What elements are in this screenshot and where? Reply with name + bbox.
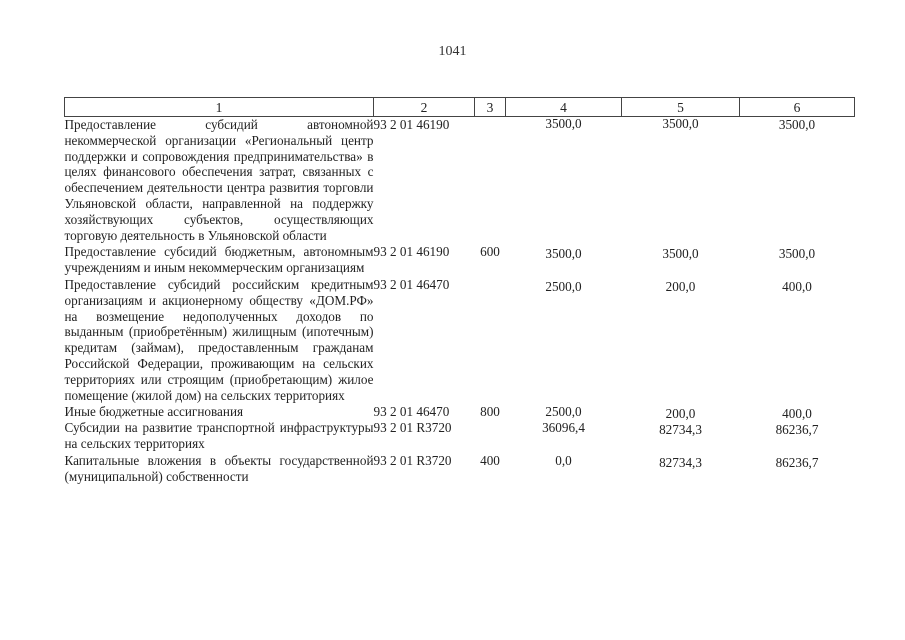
column-header-1: 1 bbox=[65, 98, 374, 117]
table-row bbox=[65, 403, 855, 420]
table-row bbox=[65, 243, 855, 276]
row-value-4: 3500,0 bbox=[545, 246, 582, 262]
row-value-6: 400,0 bbox=[782, 278, 812, 294]
row-type bbox=[475, 117, 506, 244]
row-value-6: 3500,0 bbox=[778, 117, 816, 132]
row-value-5: 3500,0 bbox=[662, 246, 699, 262]
row-value-6: 400,0 bbox=[782, 406, 812, 422]
row-description: Предоставление субсидий российским кредитным организациям и акционерному обществу «ДОМ.РФ» на возмещение недополученных доходов по выданным (приобретённым) жилищным (ипотечным) кредитам (займам), предоставленным гражданам Российской Федерации, проживающим на сельских территориях или строящим (приобретающим) жилое помещение (жилой дом) на сельских территориях bbox=[64, 276, 374, 403]
column-header-5: 5 bbox=[622, 98, 740, 117]
row-value-5: 3500,0 bbox=[662, 116, 699, 131]
row-code: 93 2 01 46190 bbox=[373, 244, 450, 260]
row-code: 93 2 01 46190 bbox=[373, 117, 450, 132]
row-value-4: 2500,0 bbox=[545, 404, 582, 420]
budget-table bbox=[64, 97, 855, 484]
table-row bbox=[65, 276, 855, 403]
row-type: 800 bbox=[480, 404, 500, 420]
row-value-6: 86236,7 bbox=[775, 454, 819, 470]
table-header-row bbox=[65, 98, 855, 117]
table-row bbox=[65, 117, 855, 244]
row-code: 93 2 01 46470 bbox=[373, 404, 450, 420]
row-code: 93 2 01 46470 bbox=[373, 276, 450, 292]
row-value-5: 200,0 bbox=[665, 278, 696, 294]
row-description: Капитальные вложения в объекты государственной (муниципальной) собственности bbox=[64, 452, 374, 484]
column-header-2: 2 bbox=[374, 98, 475, 117]
row-value-4: 0,0 bbox=[555, 452, 572, 468]
row-type: 400 bbox=[480, 452, 500, 468]
row-value-4: 3500,0 bbox=[545, 116, 582, 131]
row-description: Иные бюджетные ассигнования bbox=[64, 404, 244, 420]
row-value-5: 200,0 bbox=[665, 406, 696, 422]
row-value-5: 82734,3 bbox=[659, 454, 702, 470]
row-code: 93 2 01 R3720 bbox=[373, 452, 452, 468]
row-description: Предоставление субсидий бюджетным, автономным учреждениям и иным некоммерческим организациям bbox=[64, 244, 374, 276]
column-header-4: 4 bbox=[506, 98, 622, 117]
table-row bbox=[65, 420, 855, 452]
table-row bbox=[65, 452, 855, 485]
row-value-6: 3500,0 bbox=[778, 246, 816, 262]
row-value-4: 2500,0 bbox=[545, 278, 582, 294]
row-type bbox=[475, 276, 506, 403]
row-value-5: 82734,3 bbox=[659, 422, 702, 438]
row-code: 93 2 01 R3720 bbox=[373, 420, 452, 436]
row-value-6: 86236,7 bbox=[775, 422, 819, 438]
page-number: 1041 bbox=[438, 44, 467, 59]
row-description: Предоставление субсидий автономной некоммерческой организации «Региональный центр поддержки и сопровождения предпринимательства» в целях финансового обеспечения затрат, связанных с обеспечением деятельности центра развития торговли Ульяновской области, направленной на поддержку хозяйствующих субъектов, осуществляющих торговую деятельность в Ульяновской области bbox=[64, 117, 374, 243]
row-value-4: 36096,4 bbox=[542, 420, 585, 436]
column-header-6: 6 bbox=[740, 98, 855, 117]
column-header-3: 3 bbox=[475, 98, 506, 117]
row-type: 600 bbox=[480, 244, 500, 260]
row-type bbox=[475, 420, 506, 452]
row-description: Субсидии на развитие транспортной инфраструктуры на сельских территориях bbox=[64, 420, 374, 451]
